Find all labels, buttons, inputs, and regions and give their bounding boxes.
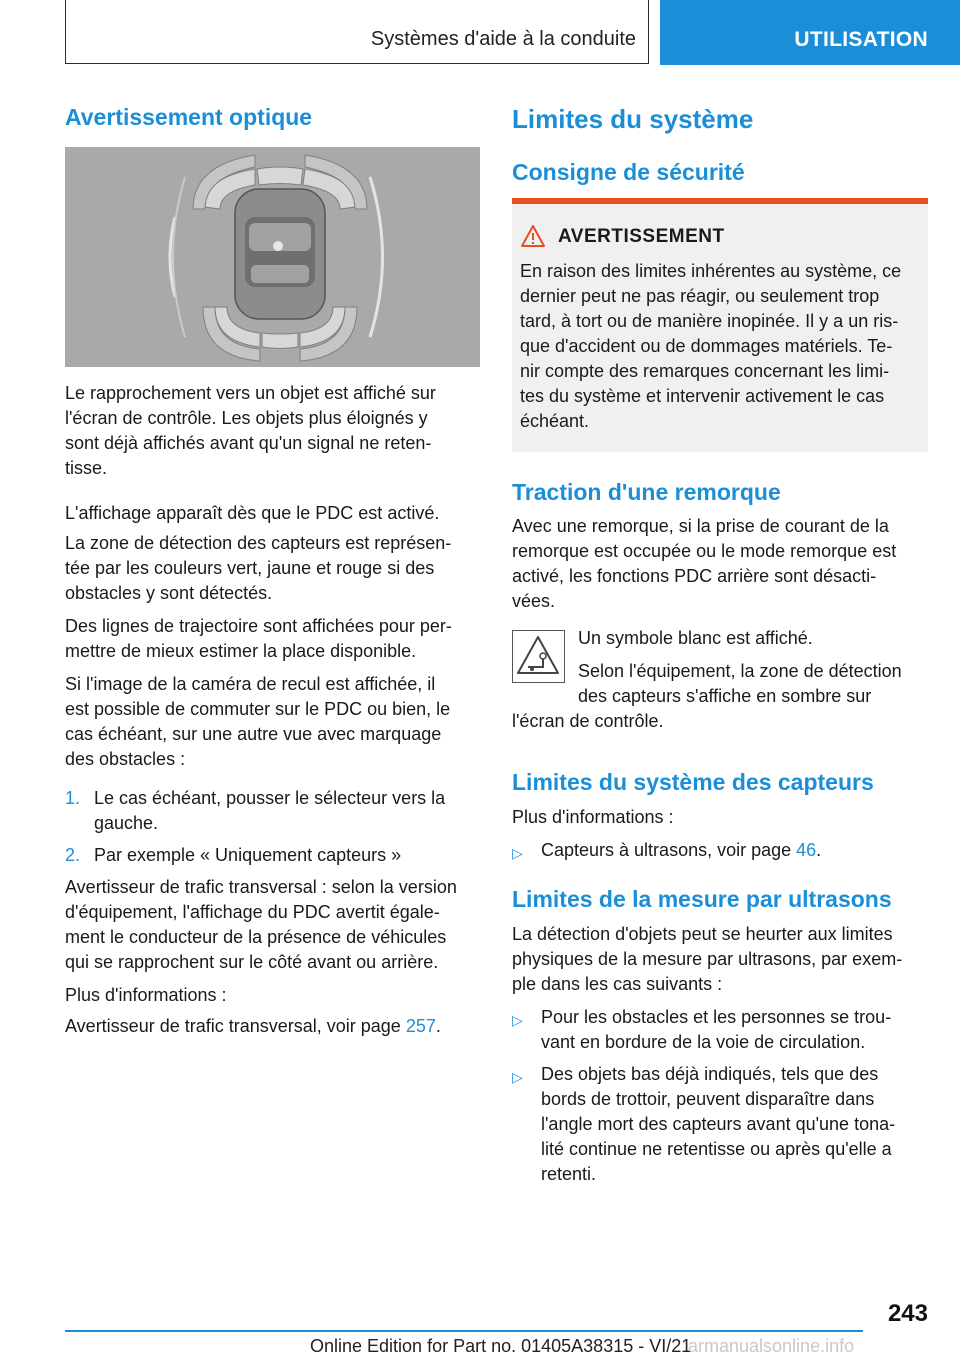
text-line: retenti. — [541, 1164, 597, 1184]
text-line: échéant. — [520, 411, 590, 431]
header-section-title: Systèmes d'aide à la conduite — [370, 28, 636, 50]
text-line: gauche. — [94, 813, 159, 833]
text-line: Selon l'équipement, la zone de détection — [578, 661, 902, 681]
paragraph-cross-traffic — [65, 875, 480, 975]
bullet-triangle-icon: ▷ — [512, 845, 523, 861]
text-line: qui se rapprochent sur le côté avant ou arrière. — [65, 952, 439, 972]
text-line: nir compte des remarques concernant les limi- — [520, 361, 890, 381]
step-2 — [65, 843, 480, 868]
text-line: sont déjà affichés avant qu'un signal ne reten- — [65, 433, 432, 453]
heading-ultrasonic-limits: Limites de la mesure par ultrasons — [512, 886, 892, 912]
text-line: Avec une remorque, si la prise de courant de la — [512, 516, 889, 536]
text-line: des capteurs s'affiche en sombre sur — [578, 686, 872, 706]
warning-triangle-icon — [520, 224, 546, 248]
text-line: tard, à tort ou de manière inopinée. Il y a un ris- — [520, 311, 899, 331]
paragraph-trajectory-lines — [65, 614, 480, 664]
text-line: activé, les fonctions PDC arrière sont désacti- — [512, 566, 877, 586]
text-line: que d'accident ou de dommages matériels. Te- — [520, 336, 893, 356]
list-item-ultrasonic-sensors — [512, 838, 928, 863]
trailer-warning-icon — [513, 631, 563, 681]
text-line: Des objets bas déjà indiqués, tels que des — [541, 1064, 879, 1084]
text-line: La zone de détection des capteurs est représen- — [65, 533, 452, 553]
page-link-257[interactable]: 257 — [405, 1016, 436, 1036]
paragraph-ultrasonic — [512, 922, 928, 997]
footer-edition: Online Edition for Part no. 01405A38315 - VI/21 — [310, 1336, 692, 1356]
text-line: l'écran de contrôle. Les objets plus éloignés y — [65, 408, 428, 428]
list-item-low-objects — [512, 1062, 928, 1187]
reference-text: Avertisseur de trafic transversal, voir page — [65, 1016, 406, 1036]
text-line: Le cas échéant, pousser le sélecteur vers la — [94, 788, 446, 808]
paragraph-camera-switch — [65, 672, 480, 772]
page-link-46[interactable]: 46 — [796, 840, 817, 860]
paragraph-cross-traffic-ref — [65, 1014, 480, 1039]
trailer-symbol — [512, 630, 565, 683]
text-line: physiques de la mesure par ultrasons, par exem- — [512, 949, 903, 969]
text-line: tes du système et intervenir activement le cas — [520, 386, 885, 406]
header-chapter-tab — [660, 0, 960, 65]
paragraph-detection-zone — [65, 531, 480, 606]
text-line: vant en bordure de la voie de circulation. — [541, 1032, 866, 1052]
text-line: dernier peut ne pas réagir, ou seulement trop — [520, 286, 880, 306]
text-line: ment le conducteur de la présence de véhicules — [65, 927, 447, 947]
step-1 — [65, 786, 480, 836]
heading-visual-warning: Avertissement optique — [65, 104, 313, 130]
text-line: cas échéant, sur une autre vue avec marquage — [65, 724, 442, 744]
bullet-triangle-icon: ▷ — [512, 1069, 523, 1085]
paragraph-trailer — [512, 514, 928, 614]
text-line: mettre de mieux estimer la place disponible. — [65, 641, 417, 661]
text-line: d'équipement, l'affichage du PDC avertit égale- — [65, 902, 440, 922]
text-line: Pour les obstacles et les personnes se trou- — [541, 1007, 892, 1027]
heading-sensor-limits: Limites du système des capteurs — [512, 769, 874, 795]
list-item-obstacles-edge — [512, 1005, 928, 1055]
text-line: Le rapprochement vers un objet est affiché sur — [65, 383, 436, 403]
text-line: Si l'image de la caméra de recul est affichée, il — [65, 674, 436, 694]
paragraph-sensor-info: Plus d'informations : — [512, 807, 674, 827]
heading-system-limits: Limites du système — [512, 104, 754, 134]
text-line: Par exemple « Uniquement capteurs » — [94, 845, 402, 865]
text-line: lité continue ne retentisse ou après qu'elle a — [541, 1139, 892, 1159]
watermark-text: armanualsonline.info — [688, 1336, 855, 1356]
text-line: Des lignes de trajectoire sont affichées pour per- — [65, 616, 452, 636]
trailer-symbol-text: Un symbole blanc est affiché. — [578, 628, 813, 648]
pdc-display-figure — [65, 147, 480, 367]
text-line: La détection d'objets peut se heurter aux limites — [512, 924, 893, 944]
text-line: ple dans les cas suivants : — [512, 974, 723, 994]
text-line: tée par les couleurs vert, jaune et rouge si des — [65, 558, 435, 578]
step-number: 1. — [65, 788, 81, 808]
text-line: bords de trottoir, peuvent disparaître dans — [541, 1089, 875, 1109]
paragraph-display-activation: L'affichage apparaît dès que le PDC est activé. — [65, 503, 440, 523]
text-line: l'angle mort des capteurs avant qu'une tona- — [541, 1114, 896, 1134]
reference-text: Capteurs à ultrasons, voir page — [541, 840, 797, 860]
text-line: des obstacles : — [65, 749, 186, 769]
footer-divider — [65, 1330, 863, 1332]
text-line: obstacles y sont détectés. — [65, 583, 273, 603]
warning-label: AVERTISSEMENT — [558, 226, 725, 247]
text-line: vées. — [512, 591, 556, 611]
trailer-zone-text-end: l'écran de contrôle. — [512, 711, 664, 731]
paragraph-approach-display — [65, 381, 480, 481]
heading-trailer-towing: Traction d'une remorque — [512, 479, 781, 505]
text-line: est possible de commuter sur le PDC ou bien, le — [65, 699, 451, 719]
paragraph-more-info: Plus d'informations : — [65, 985, 227, 1005]
text-line: tisse. — [65, 458, 108, 478]
parking-sensor-illustration — [65, 147, 480, 367]
trailer-zone-text — [578, 659, 928, 709]
warning-text — [520, 259, 924, 434]
reference-suffix: . — [816, 840, 822, 860]
reference-suffix: . — [435, 1016, 441, 1036]
step-number: 2. — [65, 845, 81, 865]
page-number: 243 — [887, 1300, 928, 1327]
text-line: En raison des limites inhérentes au système, ce — [520, 261, 902, 281]
heading-safety-note: Consigne de sécurité — [512, 159, 745, 185]
header-section-tab — [65, 0, 649, 64]
header-chapter-title: UTILISATION — [794, 28, 928, 51]
text-line: remorque est occupée ou le mode remorque est — [512, 541, 897, 561]
bullet-triangle-icon: ▷ — [512, 1012, 523, 1028]
text-line: Avertisseur de trafic transversal : selon la version — [65, 877, 457, 897]
